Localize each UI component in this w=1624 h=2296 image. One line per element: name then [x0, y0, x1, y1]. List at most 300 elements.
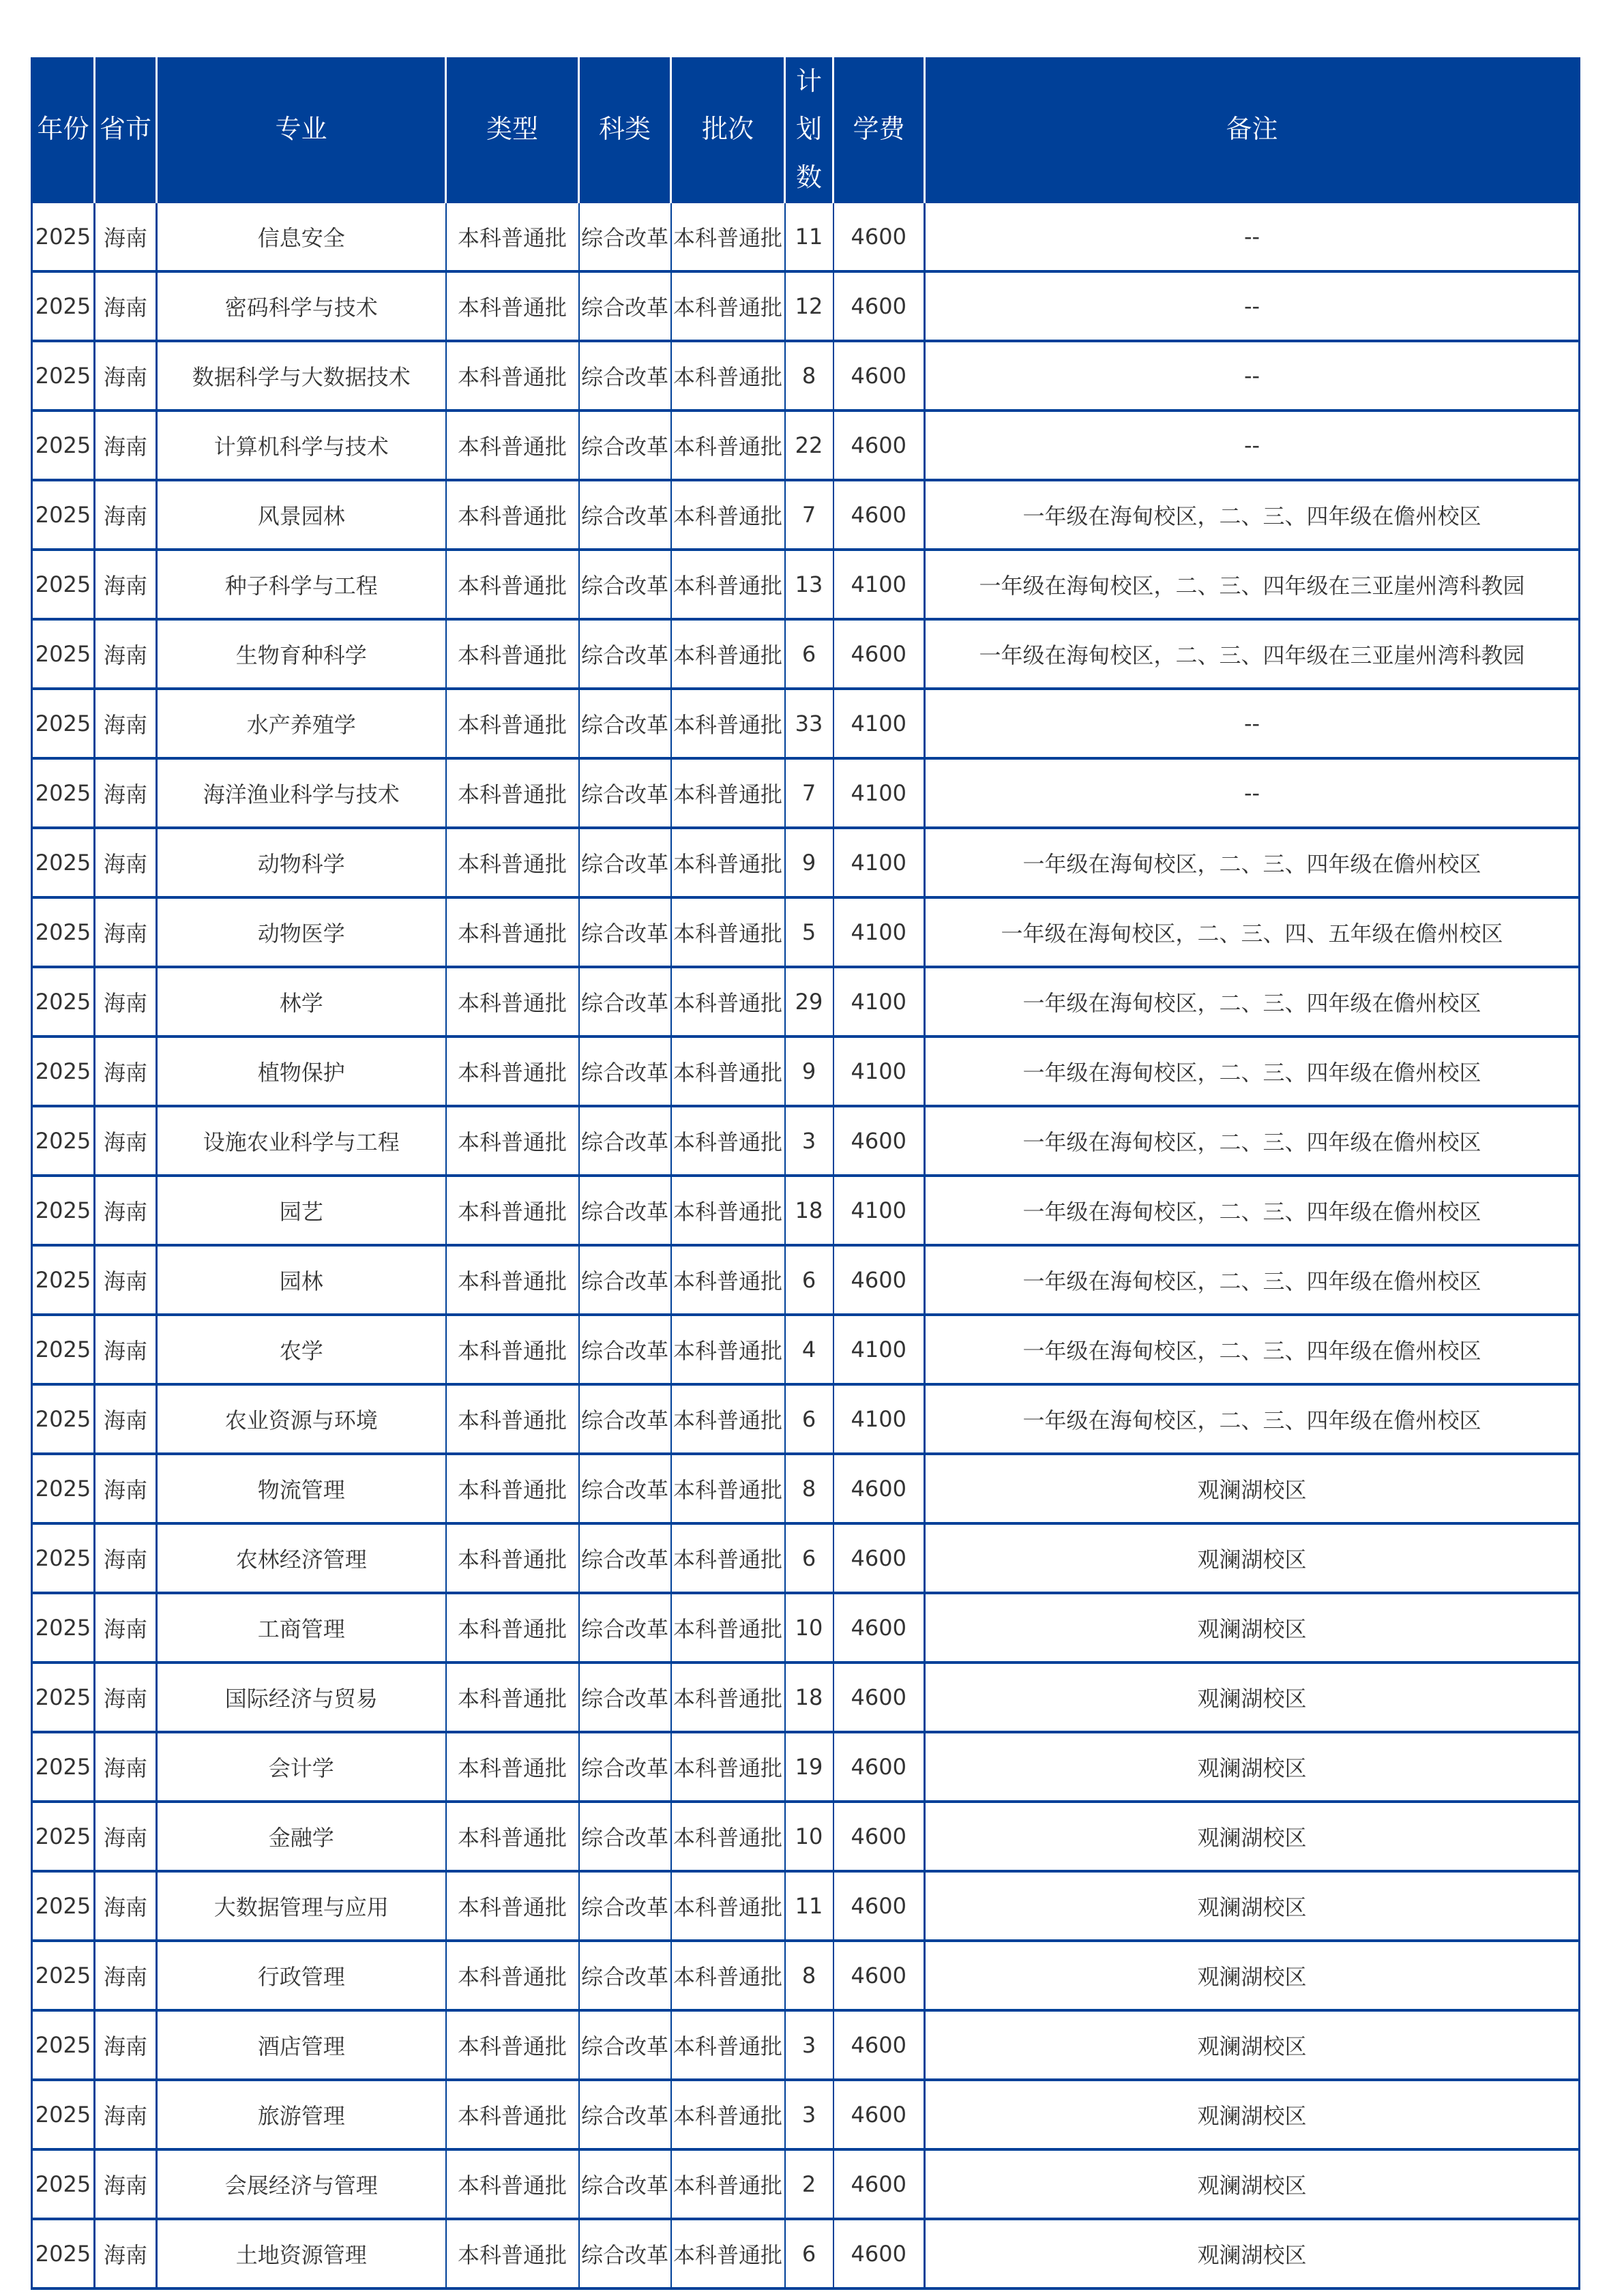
cell-year: 2025: [32, 271, 95, 341]
cell-plan-count: 6: [785, 619, 833, 689]
cell-tuition: 4600: [833, 2219, 925, 2288]
cell-tuition: 4100: [833, 550, 925, 619]
cell-province: 海南: [95, 967, 157, 1037]
cell-major: 会展经济与管理: [157, 2149, 446, 2219]
cell-type: 本科普通批: [446, 897, 579, 967]
header-batch: 批次: [671, 57, 785, 202]
cell-type: 本科普通批: [446, 202, 579, 271]
cell-subject-category: 综合改革: [579, 550, 671, 619]
cell-plan-count: 18: [785, 1176, 833, 1245]
cell-plan-count: 6: [785, 2219, 833, 2288]
cell-batch: 本科普通批: [671, 1176, 785, 1245]
cell-subject-category: 综合改革: [579, 1523, 671, 1593]
cell-batch: 本科普通批: [671, 1106, 785, 1176]
cell-plan-count: 10: [785, 1593, 833, 1663]
table-row: [32, 271, 1580, 341]
cell-plan-count: 5: [785, 897, 833, 967]
cell-remarks: 观澜湖校区: [925, 2219, 1580, 2288]
cell-tuition: 4600: [833, 2149, 925, 2219]
cell-type: 本科普通批: [446, 758, 579, 828]
cell-remarks: 观澜湖校区: [925, 1732, 1580, 1802]
cell-plan-count: 6: [785, 1384, 833, 1454]
cell-tuition: 4600: [833, 1593, 925, 1663]
cell-major: 植物保护: [157, 1037, 446, 1106]
cell-subject-category: 综合改革: [579, 1871, 671, 1941]
cell-year: 2025: [32, 1176, 95, 1245]
cell-subject-category: 综合改革: [579, 341, 671, 411]
cell-batch: 本科普通批: [671, 619, 785, 689]
cell-type: 本科普通批: [446, 619, 579, 689]
cell-tuition: 4600: [833, 1245, 925, 1315]
cell-plan-count: 6: [785, 1523, 833, 1593]
table-row: [32, 2149, 1580, 2219]
cell-year: 2025: [32, 2219, 95, 2288]
cell-major: 土地资源管理: [157, 2219, 446, 2288]
cell-province: 海南: [95, 2149, 157, 2219]
cell-province: 海南: [95, 2080, 157, 2149]
cell-major: 园林: [157, 1245, 446, 1315]
cell-major: 旅游管理: [157, 2080, 446, 2149]
header-year: 年份: [32, 57, 95, 202]
table-row: [32, 828, 1580, 897]
table-row: [32, 1802, 1580, 1871]
cell-province: 海南: [95, 1454, 157, 1523]
cell-type: 本科普通批: [446, 1106, 579, 1176]
cell-major: 农业资源与环境: [157, 1384, 446, 1454]
cell-major: 计算机科学与技术: [157, 411, 446, 480]
cell-tuition: 4600: [833, 1732, 925, 1802]
cell-type: 本科普通批: [446, 1037, 579, 1106]
cell-plan-count: 9: [785, 1037, 833, 1106]
table-row: [32, 1663, 1580, 1732]
cell-type: 本科普通批: [446, 271, 579, 341]
cell-type: 本科普通批: [446, 1315, 579, 1384]
cell-batch: 本科普通批: [671, 2219, 785, 2288]
cell-tuition: 4600: [833, 1523, 925, 1593]
header-remarks: 备注: [925, 57, 1580, 202]
cell-batch: 本科普通批: [671, 1732, 785, 1802]
table-row: [32, 1106, 1580, 1176]
cell-plan-count: 19: [785, 1732, 833, 1802]
table-row: [32, 2080, 1580, 2149]
cell-year: 2025: [32, 1871, 95, 1941]
cell-plan-count: 3: [785, 2010, 833, 2080]
table-row: [32, 2219, 1580, 2288]
table-row: [32, 1454, 1580, 1523]
cell-subject-category: 综合改革: [579, 689, 671, 758]
cell-tuition: 4600: [833, 202, 925, 271]
cell-province: 海南: [95, 1245, 157, 1315]
cell-type: 本科普通批: [446, 1384, 579, 1454]
cell-province: 海南: [95, 480, 157, 550]
cell-type: 本科普通批: [446, 480, 579, 550]
cell-subject-category: 综合改革: [579, 1454, 671, 1523]
cell-batch: 本科普通批: [671, 897, 785, 967]
table-row: [32, 411, 1580, 480]
cell-tuition: 4600: [833, 1454, 925, 1523]
cell-subject-category: 综合改革: [579, 202, 671, 271]
cell-province: 海南: [95, 1732, 157, 1802]
table-row: [32, 341, 1580, 411]
cell-year: 2025: [32, 1245, 95, 1315]
cell-tuition: 4600: [833, 480, 925, 550]
header-tuition: 学费: [833, 57, 925, 202]
cell-subject-category: 综合改革: [579, 1384, 671, 1454]
cell-province: 海南: [95, 1593, 157, 1663]
cell-remarks: 一年级在海甸校区，二、三、四年级在儋州校区: [925, 1037, 1580, 1106]
cell-plan-count: 10: [785, 1802, 833, 1871]
cell-province: 海南: [95, 341, 157, 411]
cell-subject-category: 综合改革: [579, 1315, 671, 1384]
header-subject-category: 科类: [579, 57, 671, 202]
cell-batch: 本科普通批: [671, 1871, 785, 1941]
cell-remarks: 观澜湖校区: [925, 1454, 1580, 1523]
cell-tuition: 4600: [833, 271, 925, 341]
cell-year: 2025: [32, 897, 95, 967]
table-row: [32, 1037, 1580, 1106]
cell-year: 2025: [32, 480, 95, 550]
cell-tuition: 4600: [833, 411, 925, 480]
cell-remarks: 观澜湖校区: [925, 1941, 1580, 2010]
cell-plan-count: 3: [785, 2080, 833, 2149]
cell-batch: 本科普通批: [671, 1454, 785, 1523]
cell-type: 本科普通批: [446, 2010, 579, 2080]
cell-type: 本科普通批: [446, 341, 579, 411]
cell-major: 工商管理: [157, 1593, 446, 1663]
cell-province: 海南: [95, 1106, 157, 1176]
cell-tuition: 4600: [833, 341, 925, 411]
cell-remarks: 一年级在海甸校区，二、三、四年级在儋州校区: [925, 828, 1580, 897]
cell-year: 2025: [32, 1384, 95, 1454]
cell-type: 本科普通批: [446, 1523, 579, 1593]
table-row: [32, 619, 1580, 689]
table-body: [32, 202, 1580, 2288]
cell-major: 酒店管理: [157, 2010, 446, 2080]
cell-type: 本科普通批: [446, 1593, 579, 1663]
cell-batch: 本科普通批: [671, 480, 785, 550]
cell-year: 2025: [32, 202, 95, 271]
cell-plan-count: 7: [785, 758, 833, 828]
cell-subject-category: 综合改革: [579, 758, 671, 828]
cell-remarks: --: [925, 202, 1580, 271]
cell-type: 本科普通批: [446, 967, 579, 1037]
table-row: [32, 1871, 1580, 1941]
cell-batch: 本科普通批: [671, 2080, 785, 2149]
cell-province: 海南: [95, 411, 157, 480]
cell-batch: 本科普通批: [671, 1245, 785, 1315]
cell-batch: 本科普通批: [671, 1523, 785, 1593]
cell-province: 海南: [95, 1663, 157, 1732]
table-row: [32, 1315, 1580, 1384]
cell-major: 设施农业科学与工程: [157, 1106, 446, 1176]
header-plan-count-label: 计划数: [796, 66, 823, 192]
cell-tuition: 4600: [833, 2080, 925, 2149]
cell-subject-category: 综合改革: [579, 1732, 671, 1802]
table-row: [32, 1732, 1580, 1802]
cell-plan-count: 11: [785, 202, 833, 271]
cell-batch: 本科普通批: [671, 758, 785, 828]
cell-province: 海南: [95, 202, 157, 271]
cell-province: 海南: [95, 1871, 157, 1941]
cell-remarks: 观澜湖校区: [925, 1593, 1580, 1663]
cell-batch: 本科普通批: [671, 271, 785, 341]
table-row: [32, 967, 1580, 1037]
cell-type: 本科普通批: [446, 2080, 579, 2149]
cell-batch: 本科普通批: [671, 1384, 785, 1454]
cell-remarks: 观澜湖校区: [925, 1802, 1580, 1871]
header-plan-count: [785, 57, 833, 202]
cell-tuition: 4600: [833, 2010, 925, 2080]
cell-province: 海南: [95, 1037, 157, 1106]
cell-remarks: 观澜湖校区: [925, 1871, 1580, 1941]
cell-remarks: 观澜湖校区: [925, 2149, 1580, 2219]
cell-year: 2025: [32, 1593, 95, 1663]
cell-major: 行政管理: [157, 1941, 446, 2010]
cell-subject-category: 综合改革: [579, 2219, 671, 2288]
header-type: 类型: [446, 57, 579, 202]
cell-major: 物流管理: [157, 1454, 446, 1523]
cell-tuition: 4600: [833, 619, 925, 689]
cell-subject-category: 综合改革: [579, 271, 671, 341]
cell-province: 海南: [95, 550, 157, 619]
cell-subject-category: 综合改革: [579, 1037, 671, 1106]
cell-major: 种子科学与工程: [157, 550, 446, 619]
cell-province: 海南: [95, 1315, 157, 1384]
cell-major: 信息安全: [157, 202, 446, 271]
cell-batch: 本科普通批: [671, 1663, 785, 1732]
cell-major: 林学: [157, 967, 446, 1037]
cell-tuition: 4100: [833, 1176, 925, 1245]
cell-year: 2025: [32, 341, 95, 411]
cell-year: 2025: [32, 619, 95, 689]
cell-subject-category: 综合改革: [579, 967, 671, 1037]
cell-province: 海南: [95, 1384, 157, 1454]
cell-remarks: 观澜湖校区: [925, 2010, 1580, 2080]
cell-type: 本科普通批: [446, 1732, 579, 1802]
cell-province: 海南: [95, 1523, 157, 1593]
cell-province: 海南: [95, 897, 157, 967]
cell-tuition: 4100: [833, 1037, 925, 1106]
cell-type: 本科普通批: [446, 1871, 579, 1941]
cell-major: 海洋渔业科学与技术: [157, 758, 446, 828]
cell-type: 本科普通批: [446, 1663, 579, 1732]
cell-type: 本科普通批: [446, 1176, 579, 1245]
cell-major: 园艺: [157, 1176, 446, 1245]
cell-year: 2025: [32, 1037, 95, 1106]
cell-tuition: 4600: [833, 1802, 925, 1871]
cell-remarks: 一年级在海甸校区，二、三、四年级在儋州校区: [925, 1176, 1580, 1245]
cell-remarks: 一年级在海甸校区，二、三、四年级在儋州校区: [925, 967, 1580, 1037]
cell-batch: 本科普通批: [671, 689, 785, 758]
cell-remarks: 一年级在海甸校区，二、三、四年级在儋州校区: [925, 1384, 1580, 1454]
cell-tuition: 4100: [833, 897, 925, 967]
cell-major: 密码科学与技术: [157, 271, 446, 341]
cell-major: 国际经济与贸易: [157, 1663, 446, 1732]
cell-year: 2025: [32, 967, 95, 1037]
header-province: 省市: [95, 57, 157, 202]
cell-plan-count: 9: [785, 828, 833, 897]
cell-batch: 本科普通批: [671, 1941, 785, 2010]
cell-batch: 本科普通批: [671, 411, 785, 480]
cell-year: 2025: [32, 1941, 95, 2010]
cell-remarks: 一年级在海甸校区，二、三、四年级在儋州校区: [925, 1106, 1580, 1176]
cell-type: 本科普通批: [446, 550, 579, 619]
cell-type: 本科普通批: [446, 2219, 579, 2288]
cell-subject-category: 综合改革: [579, 1245, 671, 1315]
cell-remarks: --: [925, 411, 1580, 480]
cell-major: 水产养殖学: [157, 689, 446, 758]
cell-major: 生物育种科学: [157, 619, 446, 689]
cell-plan-count: 11: [785, 1871, 833, 1941]
cell-major: 动物科学: [157, 828, 446, 897]
cell-tuition: 4100: [833, 967, 925, 1037]
cell-year: 2025: [32, 1454, 95, 1523]
cell-subject-category: 综合改革: [579, 2010, 671, 2080]
cell-tuition: 4600: [833, 1106, 925, 1176]
cell-plan-count: 22: [785, 411, 833, 480]
table-row: [32, 202, 1580, 271]
cell-year: 2025: [32, 2010, 95, 2080]
cell-batch: 本科普通批: [671, 550, 785, 619]
cell-subject-category: 综合改革: [579, 619, 671, 689]
cell-province: 海南: [95, 1941, 157, 2010]
cell-batch: 本科普通批: [671, 2010, 785, 2080]
cell-remarks: 一年级在海甸校区，二、三、四年级在儋州校区: [925, 480, 1580, 550]
cell-province: 海南: [95, 2219, 157, 2288]
cell-batch: 本科普通批: [671, 1593, 785, 1663]
cell-province: 海南: [95, 689, 157, 758]
header-major: 专业: [157, 57, 446, 202]
cell-remarks: 一年级在海甸校区，二、三、四、五年级在儋州校区: [925, 897, 1580, 967]
cell-plan-count: 3: [785, 1106, 833, 1176]
cell-subject-category: 综合改革: [579, 1593, 671, 1663]
cell-plan-count: 4: [785, 1315, 833, 1384]
cell-remarks: 一年级在海甸校区，二、三、四年级在儋州校区: [925, 1245, 1580, 1315]
cell-type: 本科普通批: [446, 2149, 579, 2219]
cell-subject-category: 综合改革: [579, 1106, 671, 1176]
cell-plan-count: 2: [785, 2149, 833, 2219]
cell-tuition: 4100: [833, 1315, 925, 1384]
cell-batch: 本科普通批: [671, 1037, 785, 1106]
table-row: [32, 1593, 1580, 1663]
cell-tuition: 4600: [833, 1663, 925, 1732]
cell-subject-category: 综合改革: [579, 411, 671, 480]
cell-remarks: 一年级在海甸校区，二、三、四年级在三亚崖州湾科教园: [925, 550, 1580, 619]
table-row: [32, 550, 1580, 619]
cell-subject-category: 综合改革: [579, 828, 671, 897]
admission-plan-table: [31, 57, 1580, 2290]
table-row: [32, 897, 1580, 967]
cell-type: 本科普通批: [446, 828, 579, 897]
cell-plan-count: 13: [785, 550, 833, 619]
cell-major: 大数据管理与应用: [157, 1871, 446, 1941]
cell-year: 2025: [32, 1315, 95, 1384]
cell-major: 数据科学与大数据技术: [157, 341, 446, 411]
cell-remarks: 一年级在海甸校区，二、三、四年级在三亚崖州湾科教园: [925, 619, 1580, 689]
table-row: [32, 1523, 1580, 1593]
cell-province: 海南: [95, 271, 157, 341]
table-row: [32, 689, 1580, 758]
cell-year: 2025: [32, 828, 95, 897]
cell-province: 海南: [95, 758, 157, 828]
cell-major: 金融学: [157, 1802, 446, 1871]
cell-remarks: --: [925, 271, 1580, 341]
cell-subject-category: 综合改革: [579, 1663, 671, 1732]
cell-tuition: 4600: [833, 1941, 925, 2010]
cell-remarks: 观澜湖校区: [925, 1663, 1580, 1732]
cell-remarks: --: [925, 689, 1580, 758]
cell-tuition: 4100: [833, 758, 925, 828]
cell-year: 2025: [32, 758, 95, 828]
cell-subject-category: 综合改革: [579, 480, 671, 550]
cell-batch: 本科普通批: [671, 341, 785, 411]
cell-major: 会计学: [157, 1732, 446, 1802]
table-row: [32, 1245, 1580, 1315]
cell-plan-count: 33: [785, 689, 833, 758]
cell-year: 2025: [32, 1802, 95, 1871]
cell-subject-category: 综合改革: [579, 1941, 671, 2010]
cell-batch: 本科普通批: [671, 2149, 785, 2219]
cell-type: 本科普通批: [446, 411, 579, 480]
cell-tuition: 4100: [833, 1384, 925, 1454]
table-row: [32, 2010, 1580, 2080]
cell-major: 农学: [157, 1315, 446, 1384]
cell-year: 2025: [32, 1663, 95, 1732]
cell-year: 2025: [32, 411, 95, 480]
cell-year: 2025: [32, 2149, 95, 2219]
cell-major: 动物医学: [157, 897, 446, 967]
cell-plan-count: 29: [785, 967, 833, 1037]
cell-plan-count: 8: [785, 341, 833, 411]
cell-province: 海南: [95, 619, 157, 689]
table-row: [32, 758, 1580, 828]
cell-year: 2025: [32, 689, 95, 758]
cell-remarks: 观澜湖校区: [925, 1523, 1580, 1593]
cell-province: 海南: [95, 1176, 157, 1245]
cell-remarks: 一年级在海甸校区，二、三、四年级在儋州校区: [925, 1315, 1580, 1384]
header-row: [32, 57, 1580, 202]
cell-year: 2025: [32, 1106, 95, 1176]
cell-plan-count: 8: [785, 1941, 833, 2010]
cell-batch: 本科普通批: [671, 828, 785, 897]
cell-type: 本科普通批: [446, 1245, 579, 1315]
cell-type: 本科普通批: [446, 1454, 579, 1523]
cell-province: 海南: [95, 1802, 157, 1871]
cell-type: 本科普通批: [446, 689, 579, 758]
cell-batch: 本科普通批: [671, 1802, 785, 1871]
cell-batch: 本科普通批: [671, 1315, 785, 1384]
cell-tuition: 4100: [833, 828, 925, 897]
cell-tuition: 4600: [833, 1871, 925, 1941]
cell-subject-category: 综合改革: [579, 1176, 671, 1245]
cell-plan-count: 12: [785, 271, 833, 341]
cell-major: 风景园林: [157, 480, 446, 550]
cell-year: 2025: [32, 1523, 95, 1593]
cell-batch: 本科普通批: [671, 202, 785, 271]
cell-year: 2025: [32, 550, 95, 619]
cell-remarks: 观澜湖校区: [925, 2080, 1580, 2149]
table-row: [32, 480, 1580, 550]
cell-type: 本科普通批: [446, 1941, 579, 2010]
cell-year: 2025: [32, 2080, 95, 2149]
table-row: [32, 1176, 1580, 1245]
cell-province: 海南: [95, 2010, 157, 2080]
cell-remarks: --: [925, 758, 1580, 828]
cell-subject-category: 综合改革: [579, 2149, 671, 2219]
cell-batch: 本科普通批: [671, 967, 785, 1037]
cell-plan-count: 18: [785, 1663, 833, 1732]
cell-major: 农林经济管理: [157, 1523, 446, 1593]
